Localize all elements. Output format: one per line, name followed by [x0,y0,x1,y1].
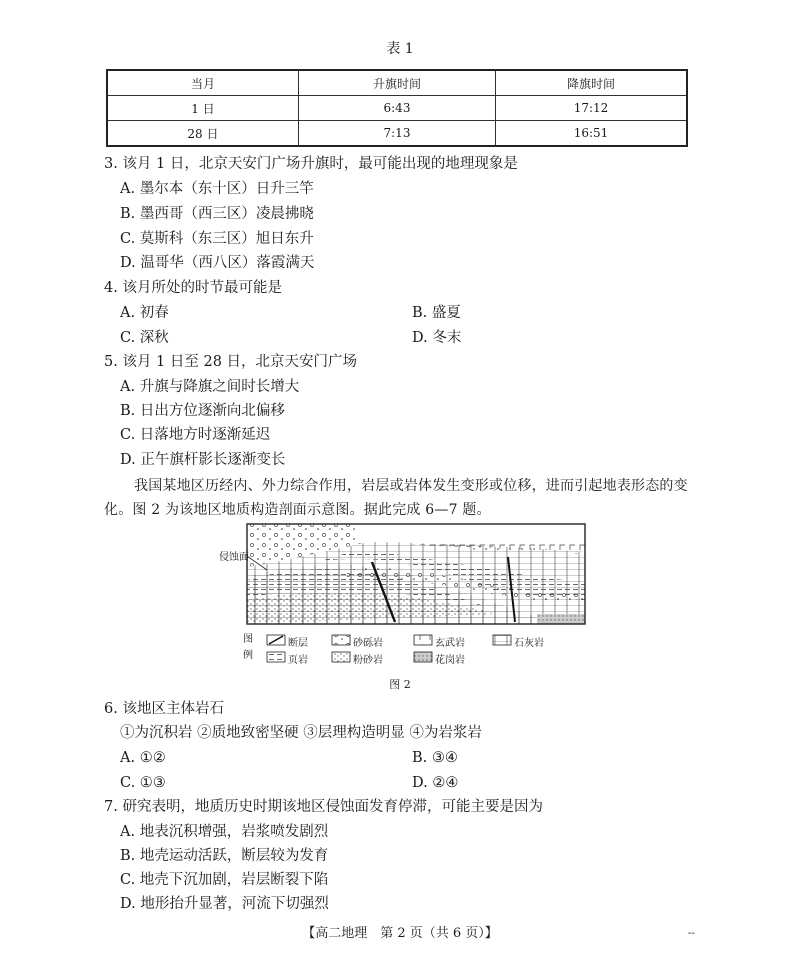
question-7-option-a: A. 地表沉积增强，岩浆喷发剧烈 [120,824,329,840]
corner-mark: -- [688,928,695,939]
legend-label-gravel: 砂砾岩 [353,638,383,649]
question-6-option-c: C. ①③ [120,775,166,791]
table-cell: 16:51 [496,121,687,147]
table-header: 升旗时间 [298,70,495,96]
table-row [107,121,687,147]
legend-swatch-granite [414,652,432,662]
question-4-option-d: D. 冬末 [412,330,462,346]
question-4-stem: 4. 该月所处的时节最可能是 [104,280,282,296]
question-7-option-d: D. 地形抬升显著，河流下切强烈 [120,896,329,912]
table-cell: 1 日 [107,96,298,121]
question-3-option-a: A. 墨尔本（东十区）日升三竿 [120,181,314,197]
sunrise-flag-table [106,69,688,147]
legend-swatch-limestone [493,635,511,645]
legend-swatch-basalt [414,635,432,645]
geologic-cross-section-figure [219,522,593,670]
legend-label-siltstone: 粉砂岩 [353,655,383,666]
question-3-option-c: C. 莫斯科（东三区）旭日东升 [120,231,314,247]
legend-title: 图例 [243,634,253,661]
erosion-surface-label: 侵蚀面 [219,552,249,563]
legend-swatch-siltstone [332,652,350,662]
question-4-option-c: C. 深秋 [120,330,169,346]
question-5-option-c: C. 日落地方时逐渐延迟 [120,427,271,443]
question-3-option-d: D. 温哥华（西八区）落霞满天 [120,255,315,271]
question-3-stem: 3. 该月 1 日，北京天安门广场升旗时，最可能出现的地理现象是 [104,156,518,172]
legend-label-limestone: 石灰岩 [514,638,544,649]
table-cell: 28 日 [107,121,298,147]
table-cell: 6:43 [298,96,495,121]
legend-swatch-gravel [332,635,350,645]
table-cell: 7:13 [298,121,495,147]
question-4-option-b: B. 盛夏 [412,305,461,321]
question-5-stem: 5. 该月 1 日至 28 日，北京天安门广场 [104,354,358,370]
legend-label-shale: 页岩 [288,655,308,666]
question-6-option-b: B. ③④ [412,750,458,766]
page-footer: 【高二地理 第 2 页（共 6 页）】 [302,926,498,941]
legend-label-fault: 断层 [288,638,308,649]
question-3-option-b: B. 墨西哥（西三区）凌晨拂晓 [120,206,314,222]
legend-swatch-shale [267,652,285,662]
figure-caption: 图 2 [389,678,411,691]
table-header-row [107,70,687,96]
question-7-option-b: B. 地壳运动活跃，断层较为发育 [120,848,329,864]
question-4-option-a: A. 初春 [120,305,169,321]
table-cell: 17:12 [496,96,687,121]
question-7-option-c: C. 地壳下沉加剧，岩层断裂下陷 [120,872,329,888]
table-caption: 表 1 [386,41,414,57]
legend-label-granite: 花岗岩 [435,655,465,666]
question-5-option-d: D. 正午旗杆影长逐渐变长 [120,452,286,468]
table-header: 降旗时间 [496,70,687,96]
legend-label-basalt: 玄武岩 [435,638,465,649]
question-6-option-d: D. ②④ [412,775,459,791]
question-6-stem: 6. 该地区主体岩石 [104,701,224,717]
question-6-option-a: A. ①② [120,750,166,766]
cross-section-layers [247,524,585,624]
question-7-stem: 7. 研究表明，地质历史时期该地区侵蚀面发育停滞，可能主要是因为 [104,799,543,815]
table-row [107,96,687,121]
question-6-statements: ①为沉积岩 ②质地致密坚硬 ③层理构造明显 ④为岩浆岩 [120,725,482,741]
question-5-option-b: B. 日出方位逐渐向北偏移 [120,403,285,419]
passage-line-1: 我国某地区历经内、外力综合作用，岩层或岩体发生变形或位移，进而引起地表形态的变 [134,478,688,494]
table-header: 当月 [107,70,298,96]
question-5-option-a: A. 升旗与降旗之间时长增大 [120,379,300,395]
passage-line-2: 化。图 2 为该地区地质构造剖面示意图。据此完成 6—7 题。 [104,502,491,518]
